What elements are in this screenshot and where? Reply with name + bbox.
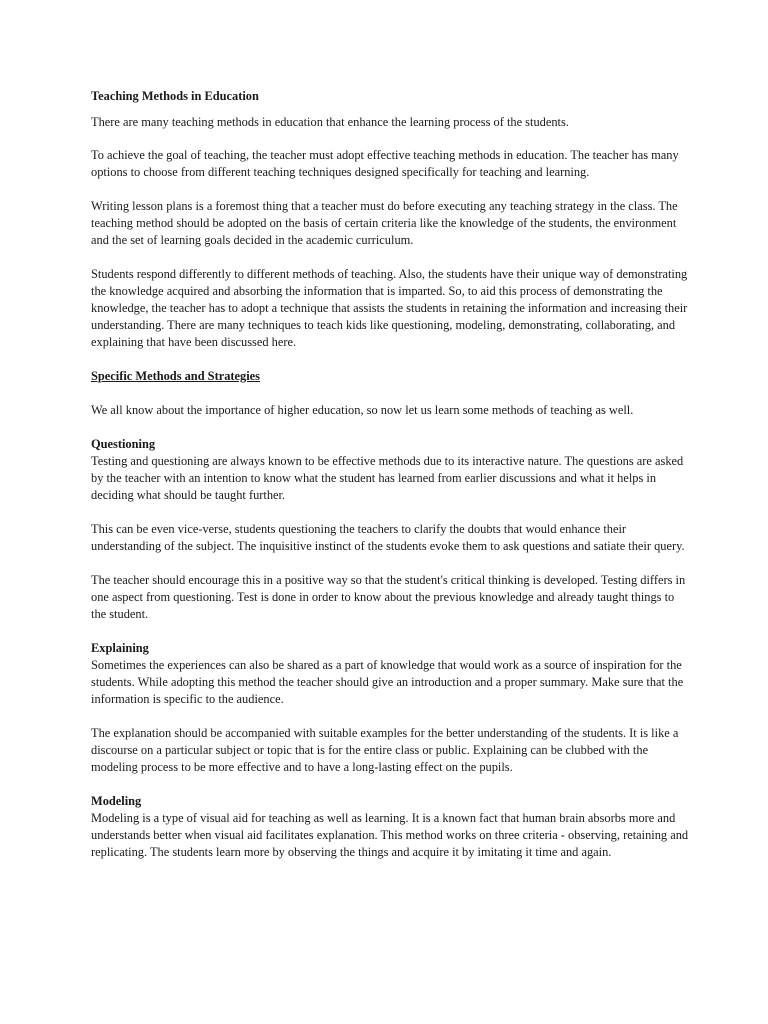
section-intro: We all know about the importance of higher education, so now let us learn some methods of teaching as well. — [91, 403, 634, 417]
explaining-paragraph: Sometimes the experiences can also be shared as a part of knowledge that would work as a source of inspiration for the students. While adopting this method the teacher should give an introduction and a proper summary. Make sure that the information is specific to the audience. — [91, 658, 684, 706]
modeling-paragraph: Modeling is a type of visual aid for teaching as well as learning. It is a known fact that human brain absorbs more and understands better when visual aid facilitates explanation. This method works on three criteria - observing, retaining and replicating. The students learn more by observing the things and acquire it by imitating it time and again. — [91, 811, 689, 859]
intro-paragraph: Writing lesson plans is a foremost thing that a teacher must do before executing any teaching strategy in the class. The teaching method should be adopted on the basis of certain criteria like the knowledge of the students, the environment and the set of learning goals decided in the academic curriculum. — [91, 199, 678, 247]
questioning-paragraph: Testing and questioning are always known to be effective methods due to its interactive nature. The questions are asked by the teacher with an intention to know what the student has learned from earlier discussions and what it helps in deciding what should be taught further. — [91, 454, 684, 502]
intro-paragraph: There are many teaching methods in education that enhance the learning process of the students. — [91, 115, 569, 129]
questioning-heading: Questioning — [91, 437, 156, 451]
questioning-paragraph: This can be even vice-verse, students questioning the teachers to clarify the doubts that would enhance their understanding of the subject. The inquisitive instinct of the students evoke them to ask questions and satiate their query. — [91, 522, 685, 553]
document-title: Teaching Methods in Education — [91, 89, 259, 103]
explaining-heading: Explaining — [91, 641, 149, 655]
section-heading: Specific Methods and Strategies — [91, 369, 260, 383]
intro-paragraph: To achieve the goal of teaching, the teacher must adopt effective teaching methods in education. The teacher has many options to choose from different teaching techniques designed specifically for teaching and learning. — [91, 148, 679, 179]
explaining-paragraph: The explanation should be accompanied with suitable examples for the better understanding of the students. It is like a discourse on a particular subject or topic that is for the entire class or public. Explaining can be clubbed with the modeling process to be more effective and to have a long-lasting effect on the pupils. — [91, 726, 679, 774]
questioning-paragraph: The teacher should encourage this in a positive way so that the student's critical thinking is developed. Testing differs in one aspect from questioning. Test is done in order to know about the previous knowledge and already taught things to the student. — [91, 573, 686, 621]
modeling-heading: Modeling — [91, 794, 142, 808]
intro-paragraph: Students respond differently to different methods of teaching. Also, the students have their unique way of demonstrating the knowledge acquired and absorbing the information that is imparted. So, to aid this process of demonstrating the knowledge, the teacher has to adopt a technique that assists the students in retaining the information and increasing their understanding. There are many techniques to teach kids like questioning, modeling, demonstrating, collaborating, and explaining that have been discussed here. — [91, 267, 688, 349]
document-page — [91, 88, 691, 861]
